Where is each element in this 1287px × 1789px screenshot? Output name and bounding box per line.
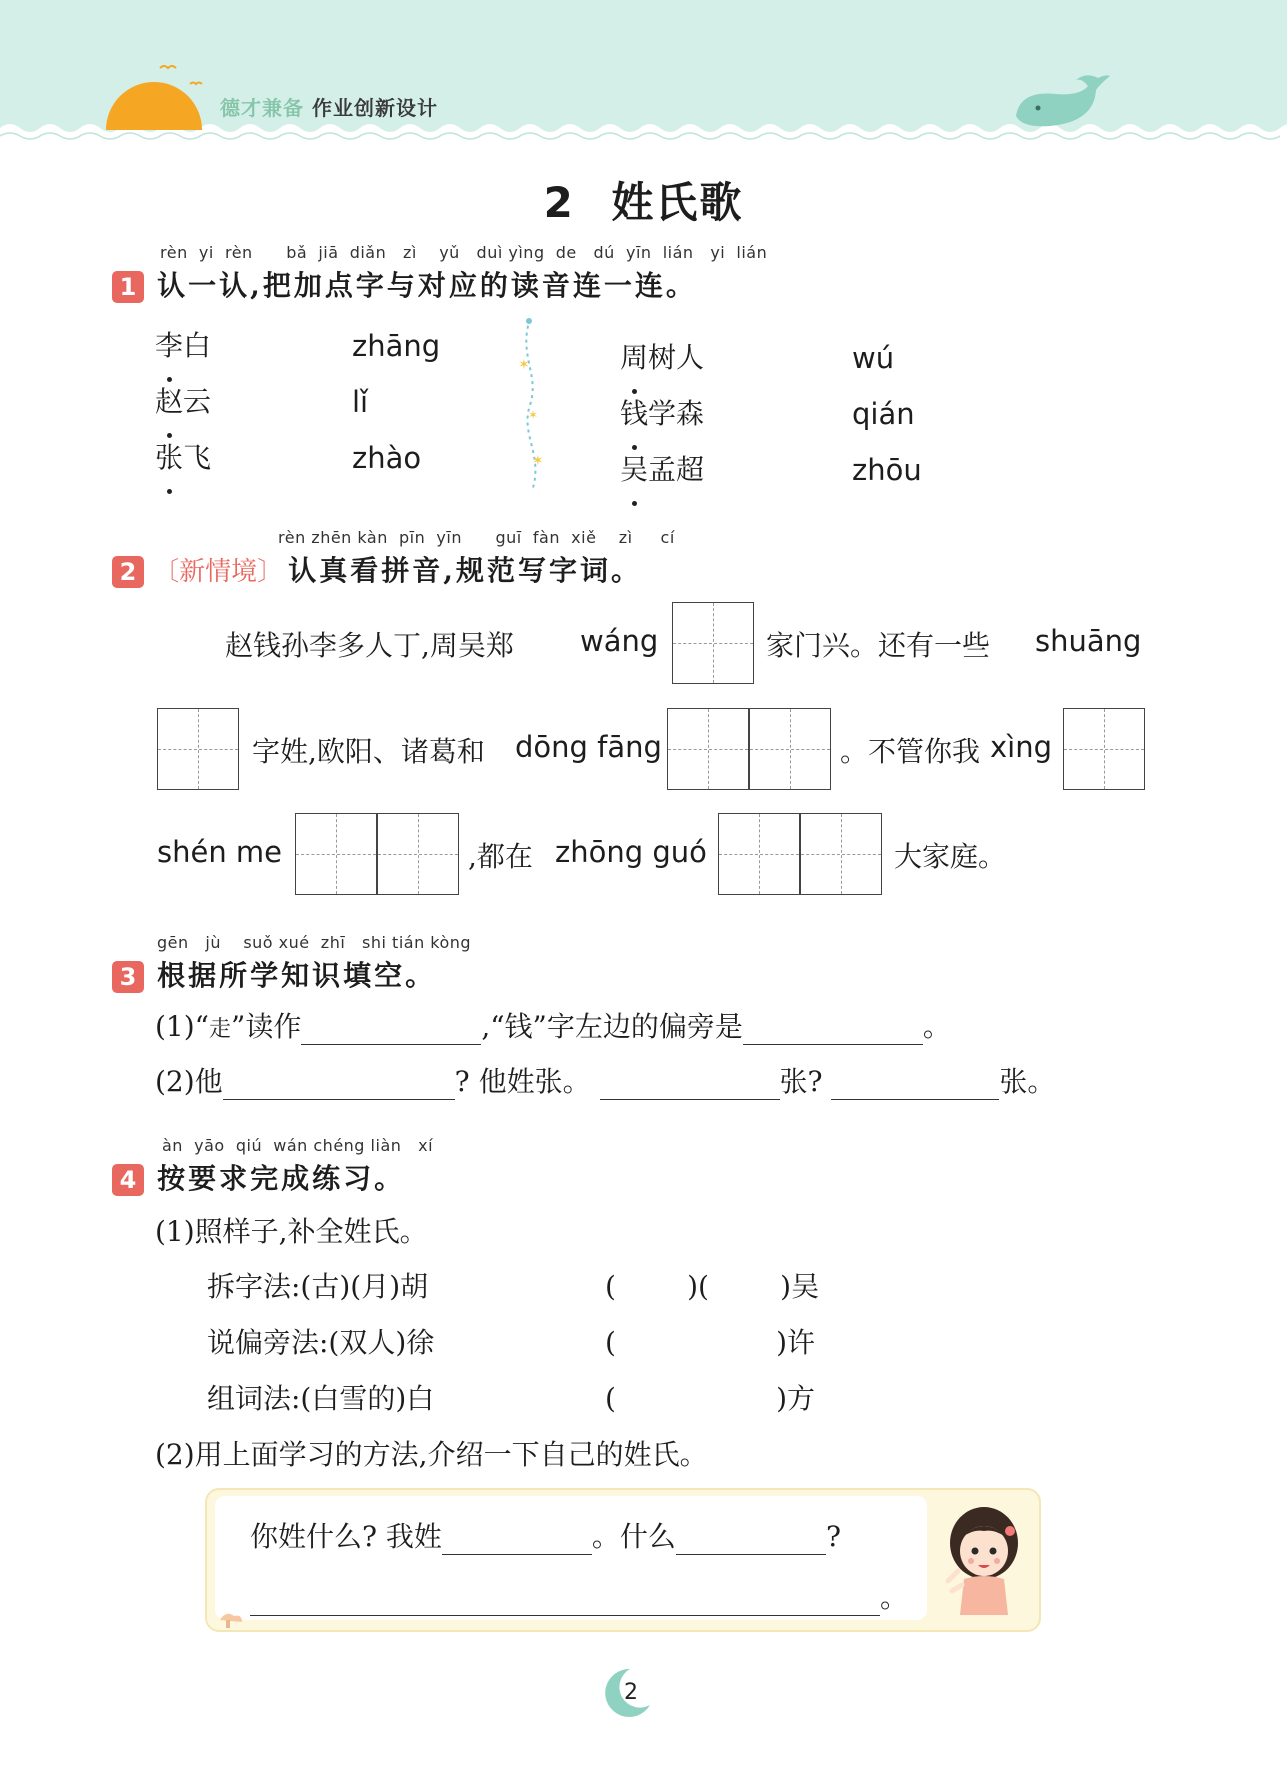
lesson-title [0, 170, 1287, 230]
girl-avatar [938, 1495, 1030, 1620]
writing-grid-box[interactable] [749, 708, 831, 790]
lesson-name: 姓氏歌 [611, 178, 744, 227]
q1-number: 1 [112, 271, 144, 303]
answer-blank[interactable] [223, 1071, 455, 1100]
answer-blank[interactable] [301, 1016, 481, 1045]
q1-name-wumengchao: 吴孟超 [620, 442, 704, 498]
answer-blank[interactable] [600, 1071, 780, 1100]
divider-vine-decoration [510, 315, 550, 495]
q2-line3-d: 大家庭。 [894, 840, 1007, 873]
q2-line3-pinyin-zhongguo: zhōng guó [555, 835, 707, 869]
radical-zou-glyph: 走 [208, 1017, 231, 1042]
q1-left-names [155, 318, 211, 486]
q2-line3-pinyin-shenme: shén me [157, 835, 283, 869]
q4-sub2: (2)用上面学习的方法,介绍一下自己的姓氏。 [155, 1438, 708, 1471]
q4-fill-blank[interactable]: ( )方 [605, 1382, 816, 1415]
answer-blank[interactable] [676, 1526, 826, 1555]
q3-item1: (1)“走”读作 ,“钱”字左边的偏旁是 。 [155, 1010, 951, 1043]
q4-sub1: (1)照样子,补全姓氏。 [155, 1215, 428, 1248]
q1-pinyin-option[interactable]: wú [852, 341, 895, 375]
q4-example-label: 说偏旁法:(双人)徐 [207, 1326, 435, 1359]
q1-pinyin-option[interactable]: lǐ [352, 385, 369, 419]
mushroom-icon [218, 1608, 244, 1630]
intro-line1: 你姓什么? 我姓 。什么 ? [250, 1520, 841, 1553]
q1-pinyin-option[interactable]: zhāng [352, 329, 441, 363]
svg-text:✶: ✶ [528, 408, 539, 422]
q1-name-qianxuesen: 钱学森 [620, 386, 704, 442]
q1-pinyin-option[interactable]: zhōu [852, 453, 922, 487]
q1-name-zhangfei: 张飞 [155, 430, 211, 486]
q2-line1-c: 家门兴。还有一些 [766, 629, 991, 662]
q2-line2-c: 。不管你我 [840, 735, 981, 768]
q2-line2-pinyin-xing: xìng [990, 730, 1053, 764]
lesson-number: 2 [543, 178, 575, 227]
q2-pinyin: rèn zhēn kàn pīn yīn guī fàn xiě zì cí [278, 528, 675, 547]
writing-grid-box[interactable] [1063, 708, 1145, 790]
header-series: 作业创新设计 [311, 96, 438, 120]
q1-pinyin-option[interactable]: zhào [352, 441, 422, 475]
q1-right-pinyin [852, 330, 922, 498]
q4-number: 4 [112, 1164, 144, 1196]
q4-example-label: 组词法:(白雪的)白 [207, 1382, 435, 1415]
q1-pinyin-option[interactable]: qián [852, 397, 915, 431]
q4-fill-blank[interactable]: ( )( )吴 [605, 1270, 820, 1303]
q2-line1-pinyin-wang: wáng [580, 624, 659, 658]
q2-line2-pinyin-dongfang: dōng fāng [515, 730, 662, 764]
q1-right-names [620, 330, 704, 498]
writing-grid-box[interactable] [800, 813, 882, 895]
writing-grid-box[interactable] [672, 602, 754, 684]
q2-number: 2 [112, 556, 144, 588]
header-brand: 德才兼备 [220, 96, 304, 120]
q2-line2-a: 字姓,欧阳、诸葛和 [252, 735, 485, 768]
answer-blank[interactable] [743, 1016, 923, 1045]
writing-grid-box[interactable] [157, 708, 239, 790]
svg-text:✶: ✶ [532, 453, 544, 469]
q1-name-zhoushuren: 周树人 [620, 330, 704, 386]
q2-header [112, 549, 642, 589]
q3-text: 根据所学知识填空。 [157, 959, 437, 992]
answer-blank[interactable] [831, 1071, 999, 1100]
q1-header [112, 264, 697, 304]
writing-grid-box[interactable] [377, 813, 459, 895]
q2-line3-b: ,都在 [468, 840, 533, 873]
q4-fill-blank[interactable]: ( )许 [605, 1326, 816, 1359]
q2-line1-pinyin-shuang: shuāng [1035, 624, 1142, 658]
writing-grid-box[interactable] [667, 708, 749, 790]
q1-name-zhaoyun: 赵云 [155, 374, 211, 430]
sun-icon [100, 60, 210, 132]
q3-item2: (2)他 ? 他姓张。 张? 张。 [155, 1065, 1056, 1098]
q1-name-libai: 李白 [155, 318, 211, 374]
header-title [220, 92, 438, 121]
q4-pinyin: àn yāo qiú wán chéng liàn xí [162, 1136, 434, 1155]
q4-header [112, 1157, 405, 1197]
svg-text:✶: ✶ [518, 357, 530, 373]
intro-line2: 。 [250, 1576, 908, 1616]
q1-pinyin: rèn yi rèn bǎ jiā diǎn zì yǔ duì yìng de dú yīn lián yi lián [160, 243, 768, 262]
q4-example-label: 拆字法:(古)(月)胡 [207, 1270, 429, 1303]
q1-text: 认一认,把加点字与对应的读音连一连。 [157, 269, 697, 302]
q2-text: 认真看拼音,规范写字词。 [288, 554, 642, 587]
writing-grid-box[interactable] [295, 813, 377, 895]
answer-blank[interactable] [250, 1587, 880, 1616]
q1-left-pinyin [352, 318, 440, 486]
whale-icon [1010, 72, 1110, 134]
q2-line1-a: 赵钱孙李多人丁,周吴郑 [225, 629, 514, 662]
q4-text: 按要求完成练习。 [157, 1162, 406, 1195]
q2-tag: 〔新情境〕 [153, 557, 284, 587]
q3-header [112, 954, 436, 994]
page-number: 2 [624, 1680, 638, 1705]
q3-pinyin: gēn jù suǒ xué zhī shi tián kòng [157, 933, 472, 952]
writing-grid-box[interactable] [718, 813, 800, 895]
q3-number: 3 [112, 961, 144, 993]
answer-blank[interactable] [442, 1526, 592, 1555]
